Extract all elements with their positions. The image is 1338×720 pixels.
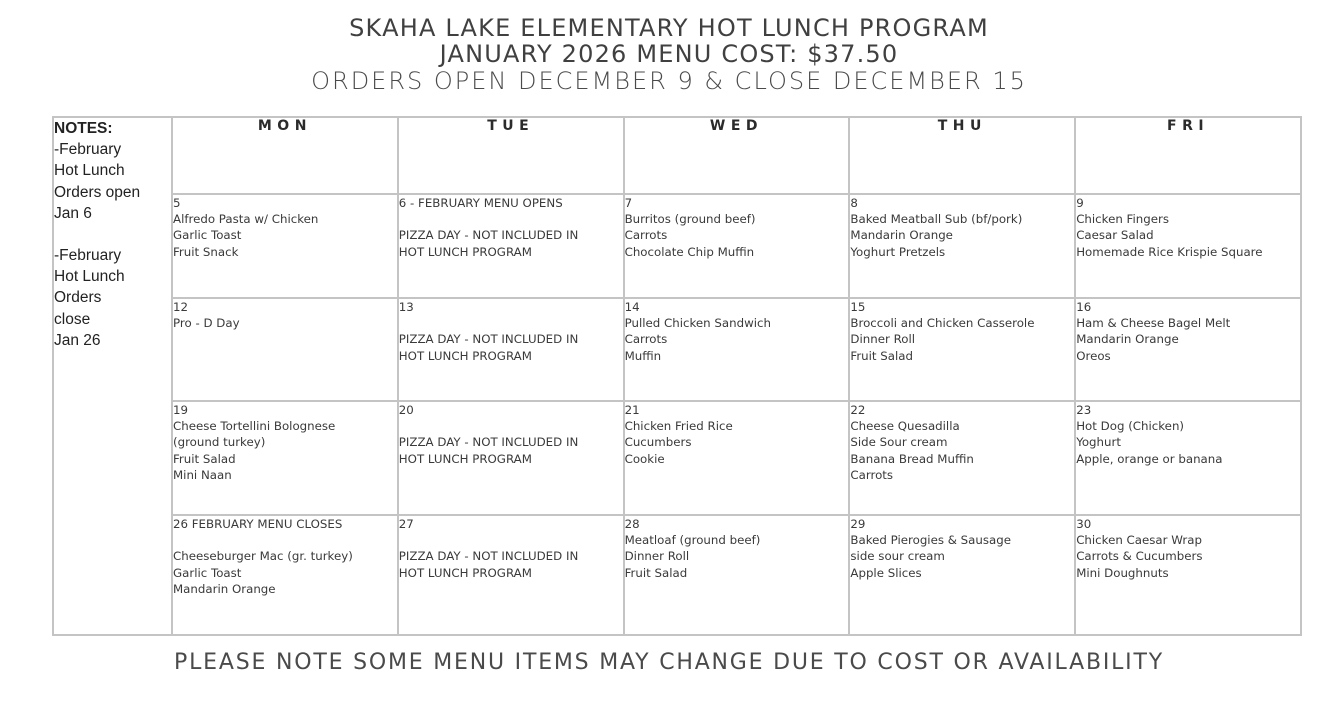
- week-row: [53, 401, 1301, 515]
- notes-title: NOTES:: [54, 120, 113, 137]
- menu-item: Apple Slices: [850, 565, 922, 580]
- menu-item: Chocolate Chip Muffin: [624, 244, 755, 259]
- menu-item: Yoghurt: [1076, 435, 1121, 450]
- day-date: 13: [398, 300, 414, 314]
- notes-line: -February: [54, 247, 122, 265]
- menu-item: Cucumbers: [624, 435, 692, 450]
- notes-line: -February: [54, 141, 122, 159]
- menu-item: Garlic Toast: [173, 228, 242, 243]
- day-cell: [849, 298, 1075, 401]
- day-cell: [1075, 298, 1301, 401]
- cell-spacer: [399, 315, 623, 331]
- notes-line: close: [54, 310, 91, 328]
- notes-panel: [53, 117, 172, 635]
- day-cell: [1075, 194, 1301, 298]
- menu-item: side sour cream: [850, 549, 945, 564]
- day-date: 20: [398, 403, 414, 417]
- day-cell: [398, 194, 624, 298]
- order-dates: ORDERS OPEN DECEMBER 9 & CLOSE DECEMBER 15: [311, 67, 1027, 95]
- day-date: 7: [624, 196, 633, 210]
- day-date: 8: [850, 196, 858, 210]
- day-date: 15: [850, 300, 866, 314]
- day-cell: [624, 194, 850, 298]
- day-date: 6 - FEBRUARY MENU OPENS: [398, 196, 563, 210]
- menu-item: Pro - D Day: [173, 316, 240, 331]
- menu-item: Chicken Fingers: [1076, 212, 1169, 227]
- cell-spacer: [399, 532, 623, 548]
- menu-item: HOT LUNCH PROGRAM: [398, 348, 532, 363]
- menu-item: Carrots: [624, 228, 668, 243]
- menu-item: Fruit Salad: [850, 348, 914, 363]
- day-header-mon: MON: [172, 117, 398, 194]
- day-header-tue: TUE: [398, 117, 624, 194]
- day-date: 21: [624, 403, 640, 417]
- menu-item: Baked Meatball Sub (bf/pork): [850, 212, 1023, 227]
- day-date: 28: [624, 517, 640, 531]
- menu-item: Chicken Caesar Wrap: [1076, 533, 1202, 548]
- day-header-fri: FRI: [1075, 117, 1301, 194]
- day-cell: [624, 401, 850, 515]
- week-row: [53, 194, 1301, 298]
- menu-item: Baked Pierogies & Sausage: [850, 533, 1012, 548]
- day-cell: [398, 298, 624, 401]
- day-date: 12: [173, 300, 189, 314]
- menu-item: Pulled Chicken Sandwich: [624, 316, 771, 331]
- notes-line: Orders open: [54, 183, 141, 201]
- menu-item: Homemade Rice Krispie Square: [1076, 244, 1263, 259]
- menu-item: Dinner Roll: [624, 549, 690, 564]
- week-row: [53, 298, 1301, 401]
- menu-item: Dinner Roll: [850, 332, 916, 347]
- menu-item: Burritos (ground beef): [624, 212, 756, 227]
- menu-item: Apple, orange or banana: [1076, 451, 1223, 466]
- menu-item: Carrots: [624, 332, 668, 347]
- menu-item: Oreos: [1076, 348, 1111, 363]
- menu-item: Caesar Salad: [1076, 228, 1154, 243]
- week-row: [53, 515, 1301, 635]
- day-cell: [849, 515, 1075, 635]
- menu-item: PIZZA DAY - NOT INCLUDED IN: [398, 228, 579, 243]
- cell-spacer: [399, 211, 623, 227]
- notes-orders-close: [54, 245, 171, 351]
- menu-item: Fruit Snack: [173, 244, 239, 259]
- menu-item: Side Sour cream: [850, 435, 948, 450]
- day-date: 27: [398, 517, 414, 531]
- menu-item: Carrots & Cucumbers: [1076, 549, 1203, 564]
- day-cell: [1075, 515, 1301, 635]
- menu-item: Ham & Cheese Bagel Melt: [1076, 316, 1231, 331]
- menu-item: Mini Doughnuts: [1076, 565, 1169, 580]
- day-cell: [398, 515, 624, 635]
- day-cell: [624, 298, 850, 401]
- day-header-thu: THU: [849, 117, 1075, 194]
- menu-item: Hot Dog (Chicken): [1076, 419, 1185, 434]
- menu-item: Cookie: [624, 451, 665, 466]
- day-header-row: [53, 117, 1301, 194]
- day-cell: [849, 194, 1075, 298]
- notes-line: Jan 26: [54, 331, 101, 349]
- day-cell: [624, 515, 850, 635]
- day-date: 5: [173, 196, 181, 210]
- menu-item: Chicken Fried Rice: [624, 419, 733, 434]
- menu-item: Muffin: [624, 348, 662, 363]
- notes-line: Hot Lunch: [54, 162, 125, 180]
- day-cell: [1075, 401, 1301, 515]
- menu-item: Carrots: [850, 467, 894, 482]
- day-header-wed: WED: [624, 117, 850, 194]
- day-date: 26 FEBRUARY MENU CLOSES: [173, 517, 343, 531]
- menu-item: Meatloaf (ground beef): [624, 533, 761, 548]
- menu-disclaimer: PLEASE NOTE SOME MENU ITEMS MAY CHANGE DUE TO COST OR AVAILABILITY: [174, 650, 1164, 675]
- cell-spacer: [399, 418, 623, 434]
- day-cell: [398, 401, 624, 515]
- menu-item: Fruit Salad: [624, 565, 688, 580]
- day-date: 23: [1076, 403, 1092, 417]
- menu-item: PIZZA DAY - NOT INCLUDED IN: [398, 332, 579, 347]
- menu-item: PIZZA DAY - NOT INCLUDED IN: [398, 435, 579, 450]
- menu-cost: JANUARY 2026 MENU COST: $37.50: [439, 40, 899, 68]
- day-cell: [849, 401, 1075, 515]
- day-cell: [172, 401, 398, 515]
- day-cell: [172, 194, 398, 298]
- menu-item: HOT LUNCH PROGRAM: [398, 451, 532, 466]
- notes-line: Orders: [54, 289, 102, 307]
- menu-item: (ground turkey): [173, 435, 266, 450]
- menu-item: HOT LUNCH PROGRAM: [398, 565, 532, 580]
- program-title: SKAHA LAKE ELEMENTARY HOT LUNCH PROGRAM: [349, 14, 989, 42]
- menu-item: Banana Bread Muffin: [850, 451, 974, 466]
- menu-item: Garlic Toast: [173, 565, 242, 580]
- day-cell: [172, 298, 398, 401]
- menu-item: Fruit Salad: [173, 451, 236, 466]
- menu-item: Mandarin Orange: [1076, 332, 1179, 347]
- menu-item: Cheese Quesadilla: [850, 419, 960, 434]
- day-date: 29: [850, 517, 866, 531]
- menu-calendar: [52, 116, 1302, 636]
- menu-item: Mini Naan: [173, 467, 232, 482]
- menu-item: Mandarin Orange: [173, 581, 276, 596]
- menu-item: Cheeseburger Mac (gr. turkey): [173, 549, 353, 564]
- day-cell: [172, 515, 398, 635]
- day-date: 16: [1076, 300, 1092, 314]
- notes-orders-open: [54, 139, 171, 224]
- menu-item: Alfredo Pasta w/ Chicken: [173, 212, 319, 227]
- menu-item: Mandarin Orange: [850, 228, 953, 243]
- day-date: 14: [624, 300, 640, 314]
- menu-item: Broccoli and Chicken Casserole: [850, 316, 1035, 331]
- menu-item: Cheese Tortellini Bolognese: [173, 419, 336, 434]
- notes-line: Hot Lunch: [54, 268, 125, 286]
- menu-item: Yoghurt Pretzels: [850, 244, 946, 259]
- day-date: 19: [173, 403, 189, 417]
- day-date: 30: [1076, 517, 1092, 531]
- notes-line: Jan 6: [54, 204, 92, 222]
- menu-item: PIZZA DAY - NOT INCLUDED IN: [398, 549, 579, 564]
- day-date: 9: [1076, 196, 1084, 210]
- day-date: 22: [850, 403, 866, 417]
- menu-item: HOT LUNCH PROGRAM: [398, 244, 532, 259]
- cell-spacer: [173, 532, 397, 548]
